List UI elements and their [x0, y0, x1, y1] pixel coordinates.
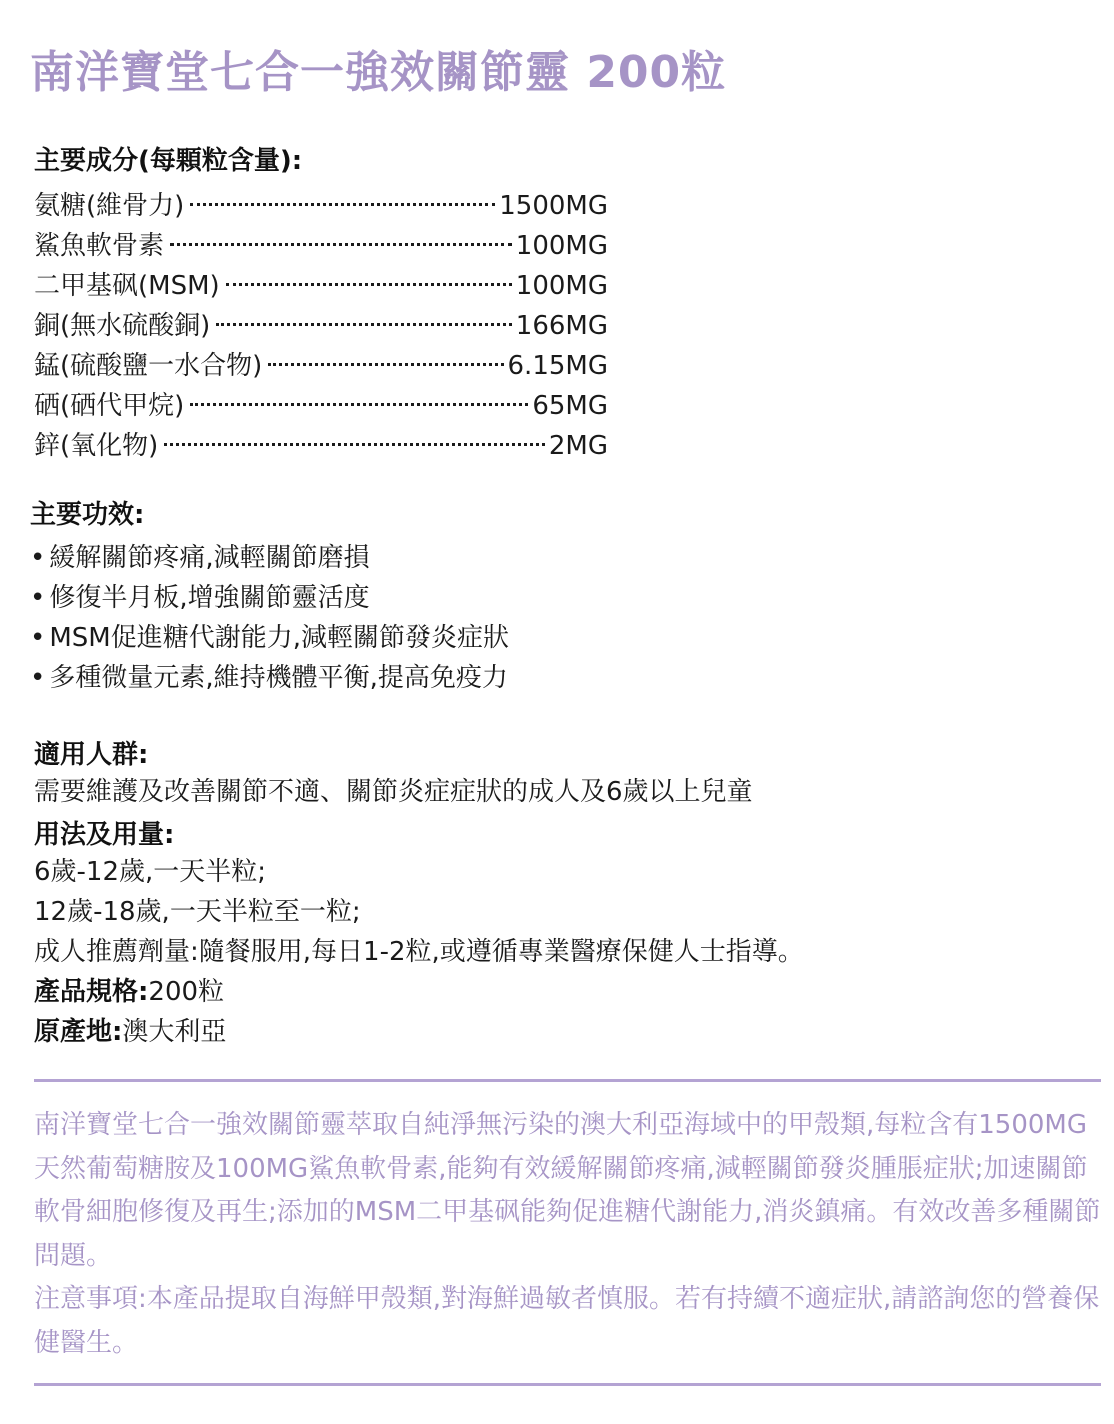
ingredients-heading: 主要成分(每顆粒含量): [34, 146, 303, 176]
bullet-icon: • [30, 583, 46, 613]
ingredient-name: 銅(無水硫酸銅) [34, 311, 211, 341]
dot-leader [190, 403, 528, 406]
ingredient-name: 硒(硒代甲烷) [34, 391, 185, 421]
dot-leader [268, 363, 503, 366]
list-item [30, 658, 509, 698]
spec-label: 產品規格: [34, 977, 149, 1007]
ingredient-row [34, 186, 608, 226]
dot-leader [170, 243, 512, 246]
spec-value: 200粒 [148, 977, 225, 1007]
origin-value: 澳大利亞 [122, 1017, 227, 1047]
notice-paragraph: 注意事項:本產品提取自海鮮甲殼類,對海鮮過敏者慎服。若有持續不適症狀,請諮詢您的營養保健醫生。 [34, 1284, 1100, 1358]
audience-heading: 適用人群: [34, 740, 149, 770]
effect-text: 緩解關節疼痛,減輕關節磨損 [49, 543, 370, 573]
effects-list [30, 538, 509, 698]
bullet-icon: • [30, 623, 46, 653]
bullet-icon: • [30, 663, 46, 693]
ingredient-name: 錳(硫酸鹽一水合物) [34, 351, 263, 381]
usage-line: 12歲-18歲,一天半粒至一粒; [34, 897, 361, 927]
bullet-icon: • [30, 543, 46, 573]
dot-leader [226, 283, 512, 286]
list-item [30, 538, 509, 578]
dot-leader [164, 443, 545, 446]
origin-label: 原產地: [34, 1017, 123, 1047]
description-paragraph: 南洋寶堂七合一強效關節靈萃取自純淨無污染的澳大利亞海域中的甲殼類,每粒含有1500MG天然葡萄糖胺及100MG鯊魚軟骨素,能夠有效緩解關節疼痛,減輕關節發炎腫脹症狀;加速關節軟骨細胞修復及再生;添加的MSM二甲基砜能夠促進糖代謝能力,消炎鎮痛。有效改善多種關節問題。 [34, 1110, 1101, 1271]
audience-text: 需要維護及改善關節不適、關節炎症症狀的成人及6歲以上兒童 [34, 777, 753, 807]
ingredient-row [34, 306, 608, 346]
ingredient-amount: 100MG [515, 231, 608, 261]
usage-line: 6歲-12歲,一天半粒; [34, 857, 267, 887]
ingredient-name: 二甲基砜(MSM) [34, 271, 220, 301]
usage-line: 成人推薦劑量:隨餐服用,每日1-2粒,或遵循專業醫療保健人士指導。 [34, 937, 804, 967]
ingredient-name: 氨糖(維骨力) [34, 191, 185, 221]
ingredients-list [34, 186, 608, 466]
dot-leader [190, 203, 495, 206]
top-divider [34, 1079, 1101, 1082]
description-block [34, 1104, 1101, 1365]
effect-text: 修復半月板,增強關節靈活度 [49, 583, 370, 613]
effect-text: MSM促進糖代謝能力,減輕關節發炎症狀 [49, 623, 509, 653]
effects-heading: 主要功效: [30, 500, 145, 530]
ingredient-amount: 2MG [548, 431, 608, 461]
ingredient-row [34, 226, 608, 266]
ingredient-amount: 166MG [515, 311, 608, 341]
effect-text: 多種微量元素,維持機體平衡,提高免疫力 [49, 663, 508, 693]
dot-leader [216, 323, 511, 326]
ingredient-row [34, 426, 608, 466]
ingredient-name: 鯊魚軟骨素 [34, 231, 165, 261]
usage-heading: 用法及用量: [34, 820, 175, 850]
list-item [30, 578, 509, 618]
ingredient-row [34, 386, 608, 426]
product-origin [34, 1012, 226, 1052]
list-item [30, 618, 509, 658]
bottom-divider [34, 1383, 1101, 1386]
ingredient-amount: 65MG [532, 391, 608, 421]
ingredient-row [34, 266, 608, 306]
ingredient-amount: 100MG [515, 271, 608, 301]
page-title: 南洋寶堂七合一強效關節靈 200粒 [30, 47, 727, 98]
ingredient-name: 鋅(氧化物) [34, 431, 159, 461]
product-spec [34, 972, 224, 1012]
ingredient-amount: 6.15MG [507, 351, 608, 381]
ingredient-row [34, 346, 608, 386]
ingredient-amount: 1500MG [499, 191, 608, 221]
